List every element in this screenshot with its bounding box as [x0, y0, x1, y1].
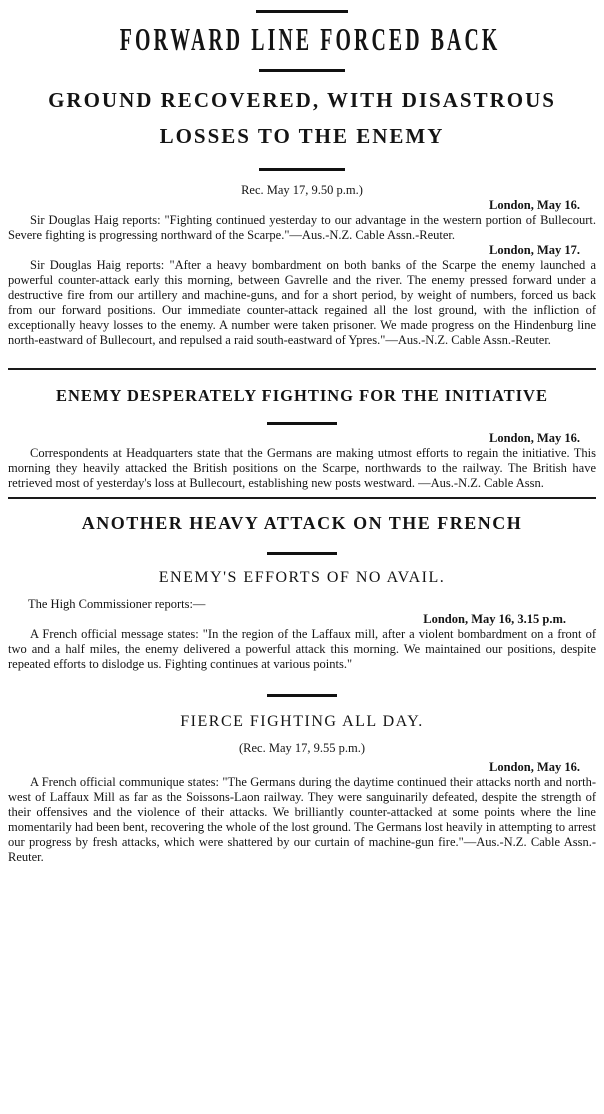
article3-text: A French official message states: "In the region of the Laffaux mill, after a violent bombardment on a front of two and a half miles, the enemy delivered a powerful attack this morning. We maintained our positions, despite repeated efforts to dislodge us. Fighting continues at various points.": [8, 627, 596, 671]
article4-text: A French official communique states: "The Germans during the daytime continued their attacks north and north-west of Laffaux Mill as far as the Soissons-Laon railway. They were sanguinarily defeated, despite the strength of their offensives and the violence of their attacks. We brilliantly counter-attacked at some points where the line momentarily had been bent, recovering the whole of the lost ground. The Germans lost heavily in attempting to arrest our progress by fresh attacks, which were shattered by our curtain of machine-gun fire."—Aus.-N.Z. Cable Assn.-Reuter.: [8, 775, 596, 864]
article4-short-rule: [267, 694, 337, 697]
newspaper-page: [0, 10, 604, 1114]
article1-dispatch2-text: Sir Douglas Haig reports: "After a heavy bombardment on both banks of the Scarpe the enemy launched a powerful counter-attack early this morning, between Gavrelle and the river. The enemy pressed forward under a destructive fire from our artillery and machine-guns, and for a short period, by weight of numbers, forced us back from our forward positions. Our immediate counter-attack regained all the lost ground, with the infliction of exceptionally heavy losses to the enemy. A number were taken prisoner. We made progress on the Hindenburg line north-eastward of Bullecourt, and repulsed a raid south-eastward of Ypres."—Aus.-N.Z. Cable Assn.-Reuter.: [8, 258, 596, 347]
article4-place: London, May 16.: [489, 760, 580, 774]
article3-subhead: ENEMY'S EFFORTS OF NO AVAIL.: [158, 569, 446, 586]
article3-headline: ANOTHER HEAVY ATTACK ON THE FRENCH: [81, 513, 523, 533]
article3-short-rule: [267, 552, 337, 555]
headline-short-rule: [259, 168, 345, 171]
article2-text: Correspondents at Headquarters state that the Germans are making utmost efforts to regain the initiative. This morning they heavily attacked the British positions on the Scarpe, northwards to the railway. The British have retrieved most of yesterday's loss at Bullecourt, establishing new posts westward. —Aus.-N.Z. Cable Assn.: [8, 446, 596, 490]
article2-place: London, May 16.: [489, 431, 580, 445]
article1-dispatch2-place: London, May 17.: [489, 243, 580, 257]
article3-intro: The High Commissioner reports:—: [28, 597, 206, 611]
article4-headline: FIERCE FIGHTING ALL DAY.: [180, 713, 424, 730]
article1-dispatch1-place: London, May 16.: [489, 198, 580, 212]
article1-received: Rec. May 17, 9.50 p.m.): [241, 183, 363, 197]
article1-headline-line1: GROUND RECOVERED, WITH DISASTROUS: [48, 88, 556, 112]
article3-place: London, May 16, 3.15 p.m.: [423, 612, 566, 626]
article2-headline: ENEMY DESPERATELY FIGHTING FOR THE INITIATIVE: [56, 386, 548, 405]
section-rule-1: [8, 368, 596, 370]
section-rule-2: [8, 497, 596, 499]
article4-received: (Rec. May 17, 9.55 p.m.): [238, 741, 366, 755]
article1-headline-line2: LOSSES TO THE ENEMY: [159, 124, 445, 148]
top-short-rule: [256, 10, 348, 13]
article1-kicker: FORWARD LINE FORCED BACK: [119, 21, 501, 57]
article2-short-rule: [267, 422, 337, 425]
kicker-short-rule: [259, 69, 345, 72]
article1-dispatch1-text: Sir Douglas Haig reports: "Fighting continued yesterday to our advantage in the western portion of Bullecourt. Severe fighting is progressing northward of the Scarpe."—Aus.-N.Z. Cable Assn.-Reuter.: [8, 213, 596, 242]
